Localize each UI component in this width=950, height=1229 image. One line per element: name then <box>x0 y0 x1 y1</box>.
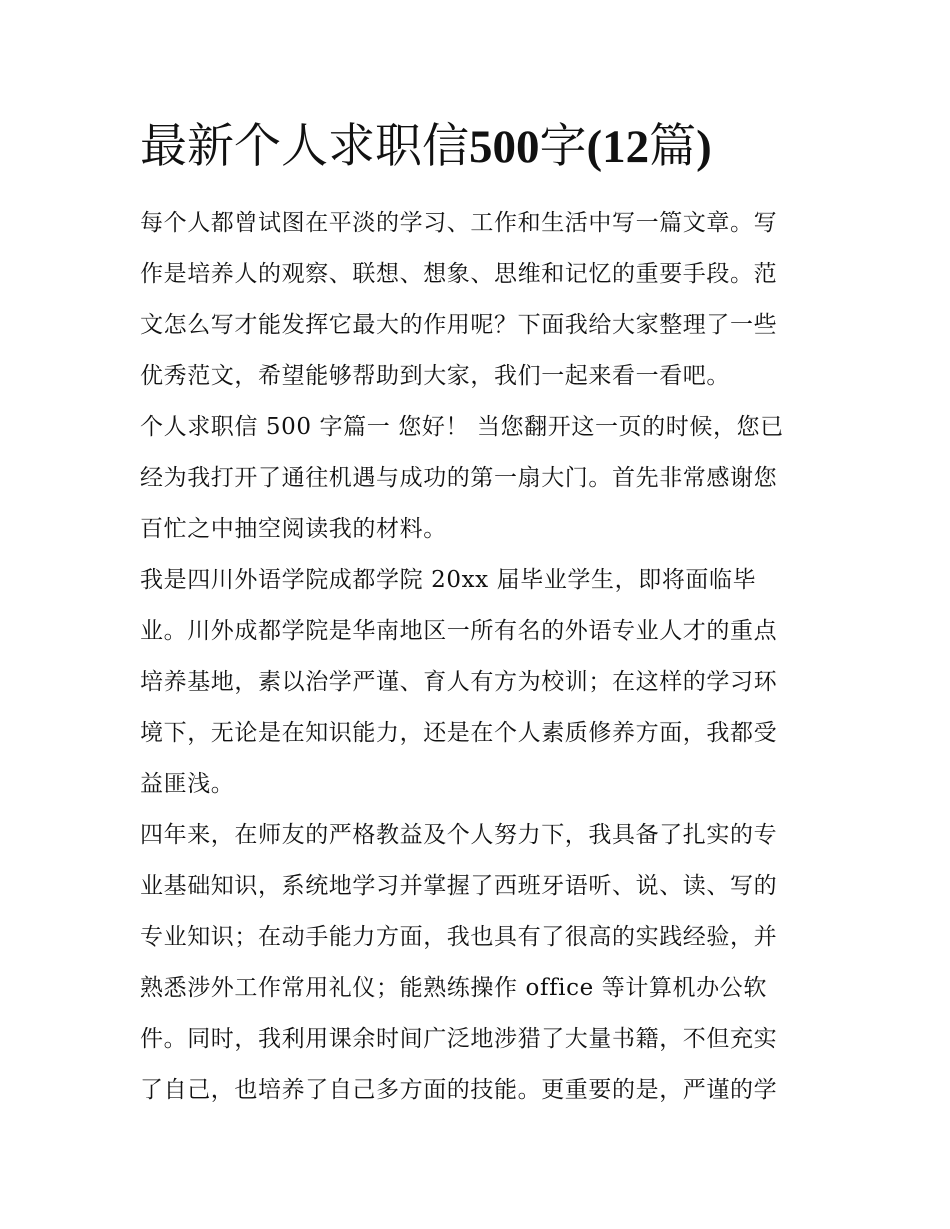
text-line: 每个人都曾试图在平淡的学习、工作和生活中写一篇文章。写 <box>140 210 778 236</box>
text-line: 熟悉涉外工作常用礼仪；能熟练操作 office 等计算机办公软 <box>140 975 767 1001</box>
text-line: 件。同时，我利用课余时间广泛地涉猎了大量书籍，不但充实 <box>140 1026 778 1052</box>
title-text-3: 篇 <box>649 119 697 174</box>
text-line: 业基础知识，系统地学习并掌握了西班牙语听、说、读、写的 <box>140 873 778 899</box>
text-line: 四年来，在师友的严格教益及个人努力下，我具备了扎实的专 <box>140 822 778 848</box>
text-line: 百忙之中抽空阅读我的材料。 <box>140 516 447 542</box>
text-line: 作是培养人的观察、联想、想象、思维和记忆的重要手段。范 <box>140 261 778 287</box>
text-line: 业。川外成都学院是华南地区一所有名的外语专业人才的重点 <box>140 618 778 644</box>
text-line: 优秀范文，希望能够帮助到大家，我们一起来看一看吧。 <box>140 363 730 389</box>
document-body <box>140 198 812 1116</box>
title-close: ) <box>696 121 712 173</box>
text-line: 了自己，也培养了自己多方面的技能。更重要的是，严谨的学 <box>140 1077 778 1103</box>
text-line: 益匪浅。 <box>140 771 235 797</box>
title-number: 500 <box>469 121 540 173</box>
text-line: 文怎么写才能发挥它最大的作用呢？下面我给大家整理了一些 <box>140 312 778 338</box>
title-text: 最新个人求职信 <box>140 119 469 174</box>
text-line: 专业知识；在动手能力方面，我也具有了很高的实践经验，并 <box>140 924 778 950</box>
text-line: 培养基地，素以治学严谨、育人有方为校训；在这样的学习环 <box>140 669 778 695</box>
text-line: 我是四川外语学院成都学院 20xx 届毕业学生，即将面临毕 <box>140 567 757 593</box>
text-line: 个人求职信 500 字篇一 您好！ 当您翻开这一页的时候，您已 <box>140 414 784 440</box>
document-title <box>140 112 820 182</box>
title-text-2: 字 <box>539 119 587 174</box>
text-line: 经为我打开了通往机遇与成功的第一扇大门。首先非常感谢您 <box>140 465 778 491</box>
title-count: (12 <box>586 121 650 173</box>
text-line: 境下，无论是在知识能力，还是在个人素质修养方面，我都受 <box>140 720 778 746</box>
